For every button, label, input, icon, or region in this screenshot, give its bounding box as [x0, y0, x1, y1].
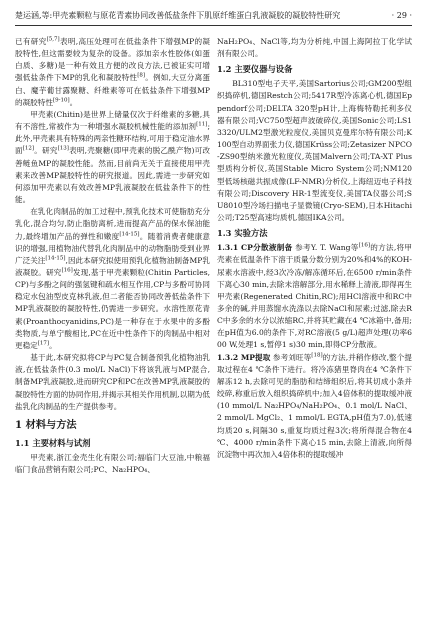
subsection-heading-instruments: 1.2 主要仪器与设备 [217, 64, 293, 75]
running-header [15, 8, 412, 22]
mp-extraction-paragraph [217, 352, 412, 461]
page-number: · 29 · [391, 10, 412, 20]
header-rule [15, 25, 412, 26]
cp-dispersion-text: 参考Y. T. Wang等[16]的方法,将甲壳素在低温条件下溶于质量分数分别为20%和4%的KOH-尿素水溶液中,经3次冷冻/解冻循环后,在6500 r/min条件下离心30 min,去除未溶解部分,用水稀释上清液,即得再生甲壳素(Regenerated Chitin,RC);用HCl溶液中和RC中多余的碱,并用蒸馏水洗涤以去除NaCl和尿素;过滤,除去RC中多余的水分以浓缩RC,并将其贮藏在4 ℃冰箱中,备用;在pH值为6.0的条件下,对RC溶液(5 g/L)超声处理(功率600 W,处理1 s,暂停1 s)30 min,即得CP分散液。 [217, 242, 413, 350]
instruments-paragraph: BL310型电子天平,美国Sartorius公司;GM200型组织捣碎机,德国Restch公司;5417R型冷冻离心机,德国Eppendorf公司;DELTA 320型pH计,上海梅特勒托利多仪器有限公司;VC750型超声波破碎仪,美国Sonic公司;LS13320/ULM2型激光粒度仪,美国贝克曼库尔特有限公司;K100型自动界面张力仪,德国Krüss公司;Zetasizer NPCO-ZS90型纳米激光粒度仪,英国Malvern公司;TA-XT Plus型质构分析仪,英国Stable Micro System公司;NM120型低场核磁共振成像(LF-NMR)分析仪,上海纽迈电子科技有限公司;Discovery HR-1型流变仪,美国TA仪器公司;SU8010型冷场扫描电子显微镜(Cryo-SEM),日本Hitachi公司;T25型高速均质机,德国IKA公司。 [217, 79, 412, 223]
left-column [15, 36, 210, 476]
mp-extraction-heading: 1.3.2 MP提取 [217, 352, 271, 362]
materials-continued: NaH₂PO₄、NaCl等,均为分析纯,中国上海阿拉丁化学试剂有限公司。 [217, 37, 412, 59]
cp-dispersion-heading: 1.3.1 CP分散液制备 [217, 243, 293, 253]
subsection-heading-methods: 1.3 实验方法 [217, 228, 268, 239]
intro-paragraph-2: 甲壳素(Chitin)是世界上储量仅次于纤维素的多糖,具有不溶性,常被作为一种增强水凝胶机械性能的添加剂[11];此外,甲壳素具有特殊的两亲性糖环结构,可用于稳定油水界面[12]。研究[13]表明,壳聚糖(即甲壳素的脱乙酰产物)可改善鲢鱼MP的凝胶性能。然而,目前尚无关于直接使用甲壳素来改善MP凝胶特性的研究报道。因此,需进一步研究如何添加甲壳素以有效改善MP乳液凝胶在低盐条件下的性能。 [15, 109, 211, 205]
cp-dispersion-paragraph [217, 242, 412, 351]
mp-extraction-text: 参考刘旺等[18]的方法,并稍作修改,整个提取过程在4 ℃条件下进行。将冷冻猪里脊肉在4 ℃条件下解冻12 h,去除可见的脂肪和结缔组织后,将其切成小条并绞碎,称重后放入组织捣碎机中;加入4倍体积的提取缓冲液(10 mmol/L Na₂HPO₄/NaH₂PO₄、0.1 mol/L NaCl、2 mmol/L MgCl₂、1 mmol/L EGTA,pH值为7.0),低速均质20 s,间隔30 s,重复均质过程3次;将所得混合物在4 ℃、4000 r/min条件下离心15 min,去除上清液,向所得沉淀物中再次加入4倍体积的提取缓冲 [217, 352, 413, 459]
running-title: 楚运涵,等:甲壳素颗粒与原花青素协同改善低盐条件下肌原纤维蛋白乳液凝胶的凝胶特性研究 [15, 10, 341, 20]
intro-paragraph-4: 基于此,本研究拟将CP与PC复合制备预乳化植物油乳液,在低盐条件(0.3 mol/L NaCl)下将该乳液与MP混合,制备MP乳液凝胶,进而研究CP和PC在改善MP乳液凝胶的凝胶特性方面的协同作用,并揭示其相关作用机制,以期为低盐乳化肉制品的生产提供参考。 [15, 353, 210, 411]
materials-paragraph: 甲壳素,浙江金壳生化有限公司;福临门大豆油,中粮福临门食品营销有限公司;PC、Na₂HPO₄、 [15, 452, 210, 474]
section-heading-materials-methods: 1 材料与方法 [15, 418, 77, 431]
intro-paragraph-3: 在乳化肉制品的加工过程中,预乳化技术可使脂肪充分乳化,混合均匀,防止脂肪离析,进而提高产品的保水保油能力,最终增加产品的弹性和嫩度[14-15]。随着消费者健康意识的增强,用植物油代替乳化肉制品中的动物脂肪受到业界广泛关注[14-15],因此本研究拟使用预乳化植物油制备MP乳液凝胶。研究[16]发现,基于甲壳素颗粒(Chitin Particles,CP)与多酚之间的强氢键和疏水相互作用,CP与多酚可协同稳定水包油型皮克林乳液,但二者能否协同改善低盐条件下MP乳液凝胶的凝胶特性,仍需进一步研究。水溶性原花青素(Proanthocyanidins,PC)是一种存在于水果中的多酚类物质,与单宁酸相比,PC在近中性条件下的肉制品中相对更稳定[17]。 [15, 207, 211, 350]
intro-paragraph-1: 已有研究[5,7]表明,高压处理可在低盐条件下增强MP的凝胶特性,但这需要较为复杂的设备。添加亲水性胶体(如蛋白质、多糖)是一种有效且方便的改良方法,已被证实可增强低盐条件下MP的乳化和凝胶特性[8]。例如,大豆分离蛋白、魔芋葡甘露聚糖、纤维素等可在低盐条件下增强MP的凝胶特性[9-10]。 [15, 36, 210, 107]
subsection-heading-materials: 1.1 主要材料与试剂 [15, 437, 91, 448]
right-column [217, 36, 412, 461]
